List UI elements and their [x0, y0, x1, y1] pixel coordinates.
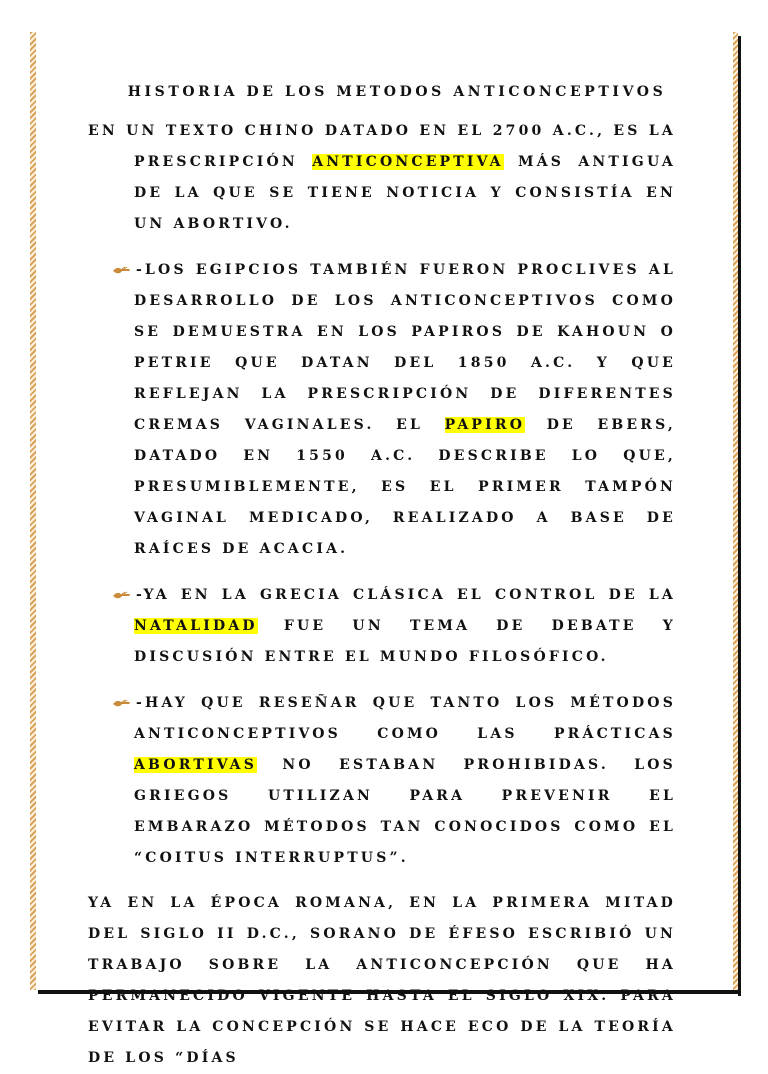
hand-pointer-icon: [112, 698, 134, 708]
text-run: -LOS EGIPCIOS TAMBIÉN FUERON PROCLIVES AL DESARROLLO DE LOS ANTICONCEPTIVOS COMO SE DEMUESTRA EN LOS PAPIROS DE KAHOUN O PETRIE QUE DATAN DEL 1850 A.C. Y QUE REFLEJAN LA PRESCRIPCIÓN DE DIFERENTES CREMAS VAGINALES. EL: [134, 262, 676, 433]
text-run: MÁS ANTIGUA DE LA QUE SE TIENE NOTICIA Y CONSISTÍA EN UN ABORTIVO.: [134, 154, 676, 232]
text-run: FUE UN TEMA DE DEBATE Y DISCUSIÓN ENTRE EL MUNDO FILOSÓFICO.: [134, 618, 676, 665]
page-shadow-right: [738, 36, 741, 996]
page-title: HISTORIA DE LOS METODOS ANTICONCEPTIVOS: [127, 84, 667, 100]
text-run: NO ESTABAN PROHIBIDAS. LOS GRIEGOS UTILIZAN PARA PREVENIR EL EMBARAZO MÉTODOS TAN CONOCIDOS COMO EL “COITUS INTERRUPTUS”.: [134, 757, 676, 866]
text-run: -HAY QUE RESEÑAR QUE TANTO LOS MÉTODOS ANTICONCEPTIVOS COMO LAS PRÁCTICAS: [134, 695, 676, 742]
text-run: -YA EN LA GRECIA CLÁSICA EL CONTROL DE LA: [136, 587, 676, 603]
text-run: DE EBERS, DATADO EN 1550 A.C. DESCRIBE LO QUE, PRESUMIBLEMENTE, ES EL PRIMER TAMPÓN VAGINAL MEDICADO, REALIZADO A BASE DE RAÍCES DE ACACIA.: [134, 417, 677, 557]
hand-pointer-icon: [112, 265, 134, 275]
text-run: EN UN TEXTO CHINO DATADO EN EL 2700 A.C., ES LA PRESCRIPCIÓN: [88, 123, 676, 170]
highlighted-term: ANTICONCEPTIVA: [312, 154, 504, 170]
highlighted-term: NATALIDAD: [134, 618, 258, 634]
bullet-item-methods: [88, 688, 676, 874]
bullet-item-greece: [88, 580, 676, 673]
paragraph-intro: [88, 116, 676, 240]
document-body: [88, 80, 677, 1066]
highlighted-term: ABORTIVAS: [134, 757, 258, 773]
paragraph-roman: YA EN LA ÉPOCA ROMANA, EN LA PRIMERA MITAD DEL SIGLO II D.C., SORANO DE ÉFESO ESCRIBIÓ UN TRABAJO SOBRE LA ANTICONCEPCIÓN QUE HA PERMANECIDO VIGENTE HASTA EL SIGLO XIX. PARA EVITAR LA CONCEPCIÓN SE HACE ECO DE LA TEORÍA DE LOS “DÍAS: [88, 895, 676, 1066]
bullet-item-egypt: [88, 255, 676, 565]
page-border-left: [30, 32, 36, 990]
highlighted-term: PAPIRO: [444, 417, 526, 433]
hand-pointer-icon: [112, 590, 134, 600]
